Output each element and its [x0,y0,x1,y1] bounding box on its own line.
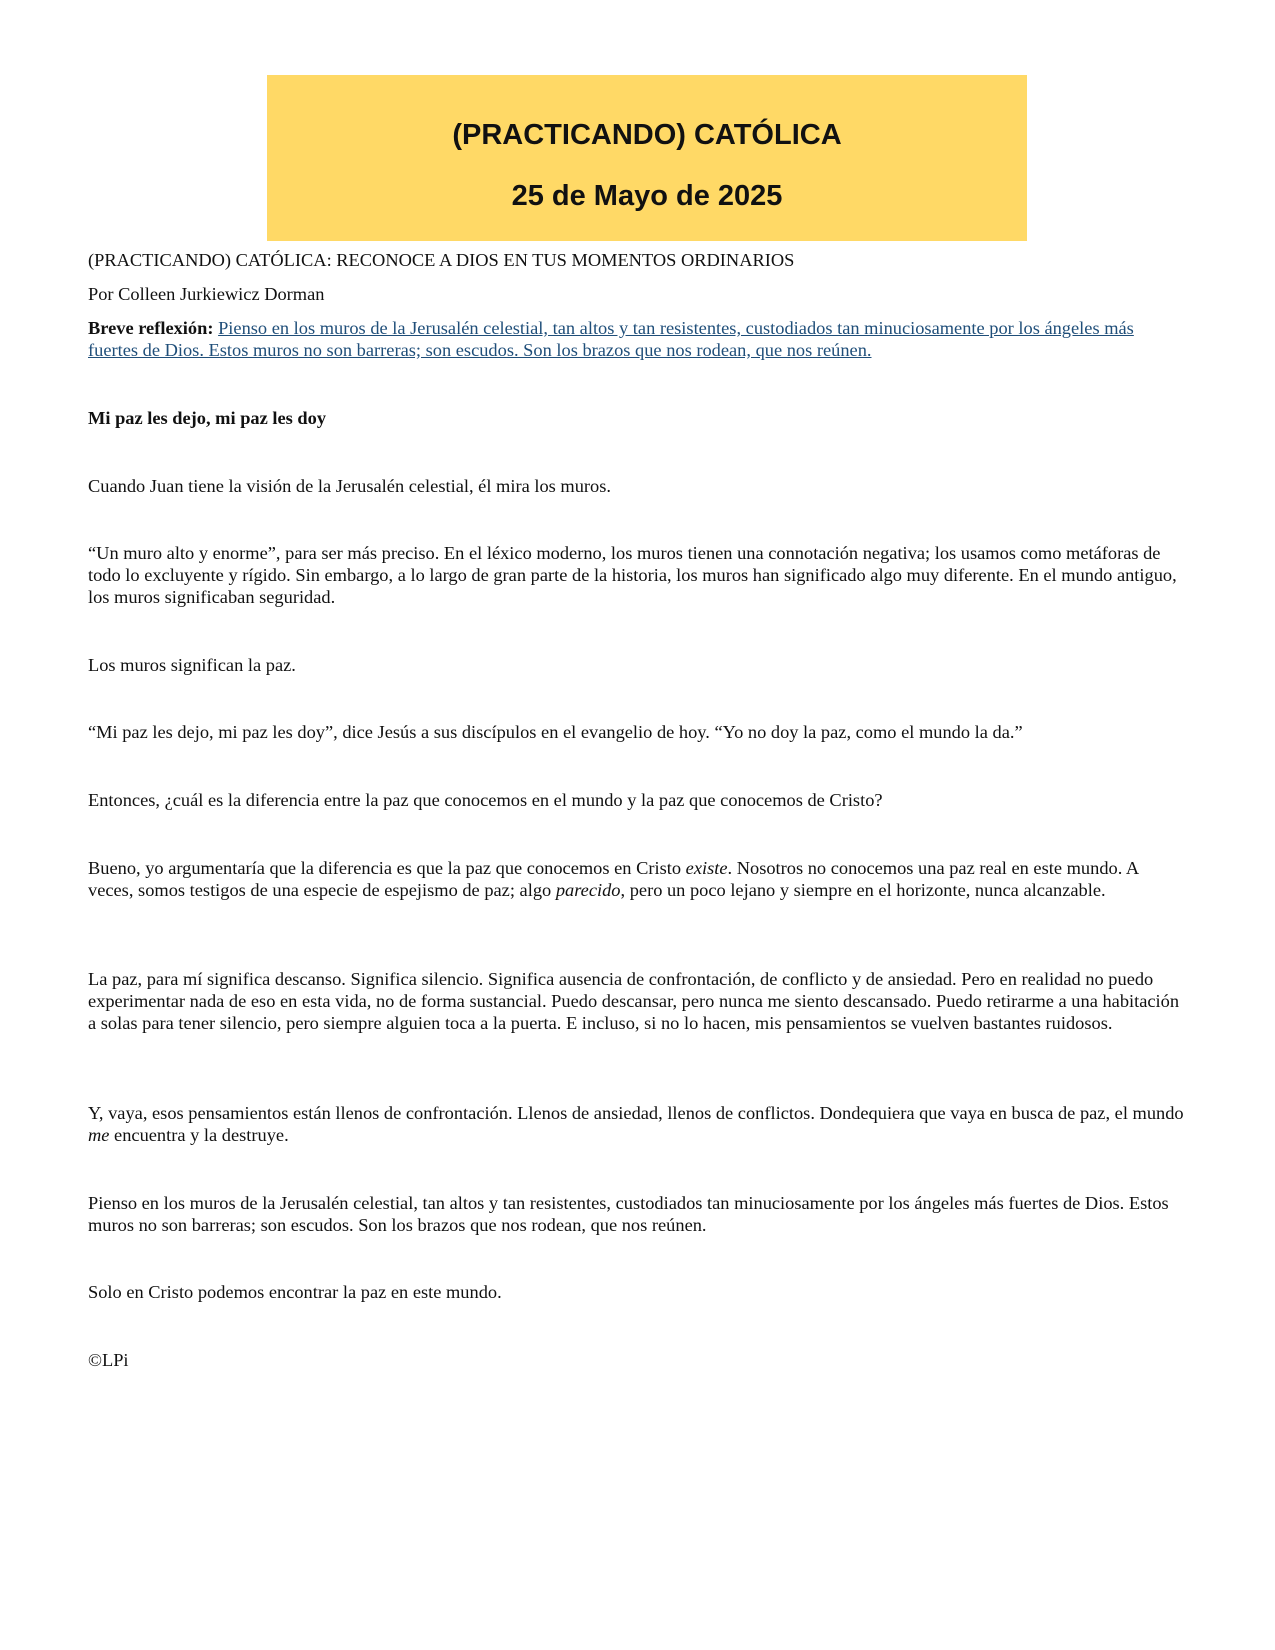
paragraph-8 [88,1102,1188,1146]
p8-emphasis-me: me [88,1125,110,1145]
paragraph-10: Solo en Cristo podemos encontrar la paz en este mundo. [88,1282,502,1302]
brief-reflection [88,317,1188,361]
title-banner [267,75,1027,241]
p6-part-c: , pero un poco lejano y siempre en el horizonte, nunca alcanzable. [620,880,1106,900]
reflection-link[interactable]: Pienso en los muros de la Jerusalén celestial, tan altos y tan resistentes, custodiados tan minuciosamente por los ángeles más fuertes de Dios. Estos muros no son barreras; son escudos. Son los brazos que nos rodean, que nos reúnen. [88,318,1134,360]
paragraph-7: La paz, para mí significa descanso. Significa silencio. Significa ausencia de confrontación, de conflicto y de ansiedad. Pero en realidad no puedo experimentar nada de eso en esta vida, no de forma sustancial. Puedo descansar, pero nunca me siento descansado. Puedo retirarme a una habitación a solas para tener silencio, pero siempre alguien toca a la puerta. E incluso, si no lo hacen, mis pensamientos se vuelven bastantes ruidosos. [88,969,1180,1033]
paragraph-9: Pienso en los muros de la Jerusalén celestial, tan altos y tan resistentes, custodiados tan minuciosamente por los ángeles más fuertes de Dios. Estos muros no son barreras; son escudos. Son los brazos que nos rodean, que nos reúnen. [88,1193,1169,1235]
paragraph-2: “Un muro alto y enorme”, para ser más preciso. En el léxico moderno, los muros tienen una connotación negativa; los usamos como metáforas de todo lo excluyente y rígido. Sin embargo, a lo largo de gran parte de la historia, los muros han significado algo muy diferente. En el mundo antiguo, los muros significaban seguridad. [88,543,1177,607]
p6-part-a: Bueno, yo argumentaría que la diferencia es que la paz que conocemos en Cristo [88,858,686,878]
banner-title: (PRACTICANDO) CATÓLICA [452,119,842,151]
paragraph-4: “Mi paz les dejo, mi paz les doy”, dice Jesús a sus discípulos en el evangelio de hoy. “Yo no doy la paz, como el mundo la da.” [88,722,1023,742]
banner-date: 25 de Mayo de 2025 [511,180,783,212]
paragraph-6 [88,857,1188,901]
p8-part-b: encuentra y la destruye. [109,1125,289,1145]
copyright: ©LPi [88,1350,129,1370]
section-subheading [88,407,1188,429]
byline: Por Colleen Jurkiewicz Dorman [88,284,325,304]
p8-part-a: Y, vaya, esos pensamientos están llenos de confrontación. Llenos de ansiedad, llenos de conflictos. Dondequiera que vaya en busca de paz, el mundo [88,1103,1184,1123]
paragraph-1: Cuando Juan tiene la visión de la Jerusalén celestial, él mira los muros. [88,476,611,496]
reflection-label: Breve reflexión: [88,318,214,338]
p6-emphasis-existe: existe [685,858,728,878]
paragraph-5: Entonces, ¿cuál es la diferencia entre la paz que conocemos en el mundo y la paz que conocemos de Cristo? [88,790,883,810]
article-headline: (PRACTICANDO) CATÓLICA: RECONOCE A DIOS EN TUS MOMENTOS ORDINARIOS [88,250,795,270]
paragraph-3: Los muros significan la paz. [88,655,296,675]
subheading-text: Mi paz les dejo, mi paz les doy [88,408,327,428]
p6-emphasis-parecido: parecido [555,880,621,900]
p6-part-b: . Nosotros no conocemos una paz real en este mundo. A veces, somos testigos de una especie de espejismo de paz; algo [88,858,1139,900]
